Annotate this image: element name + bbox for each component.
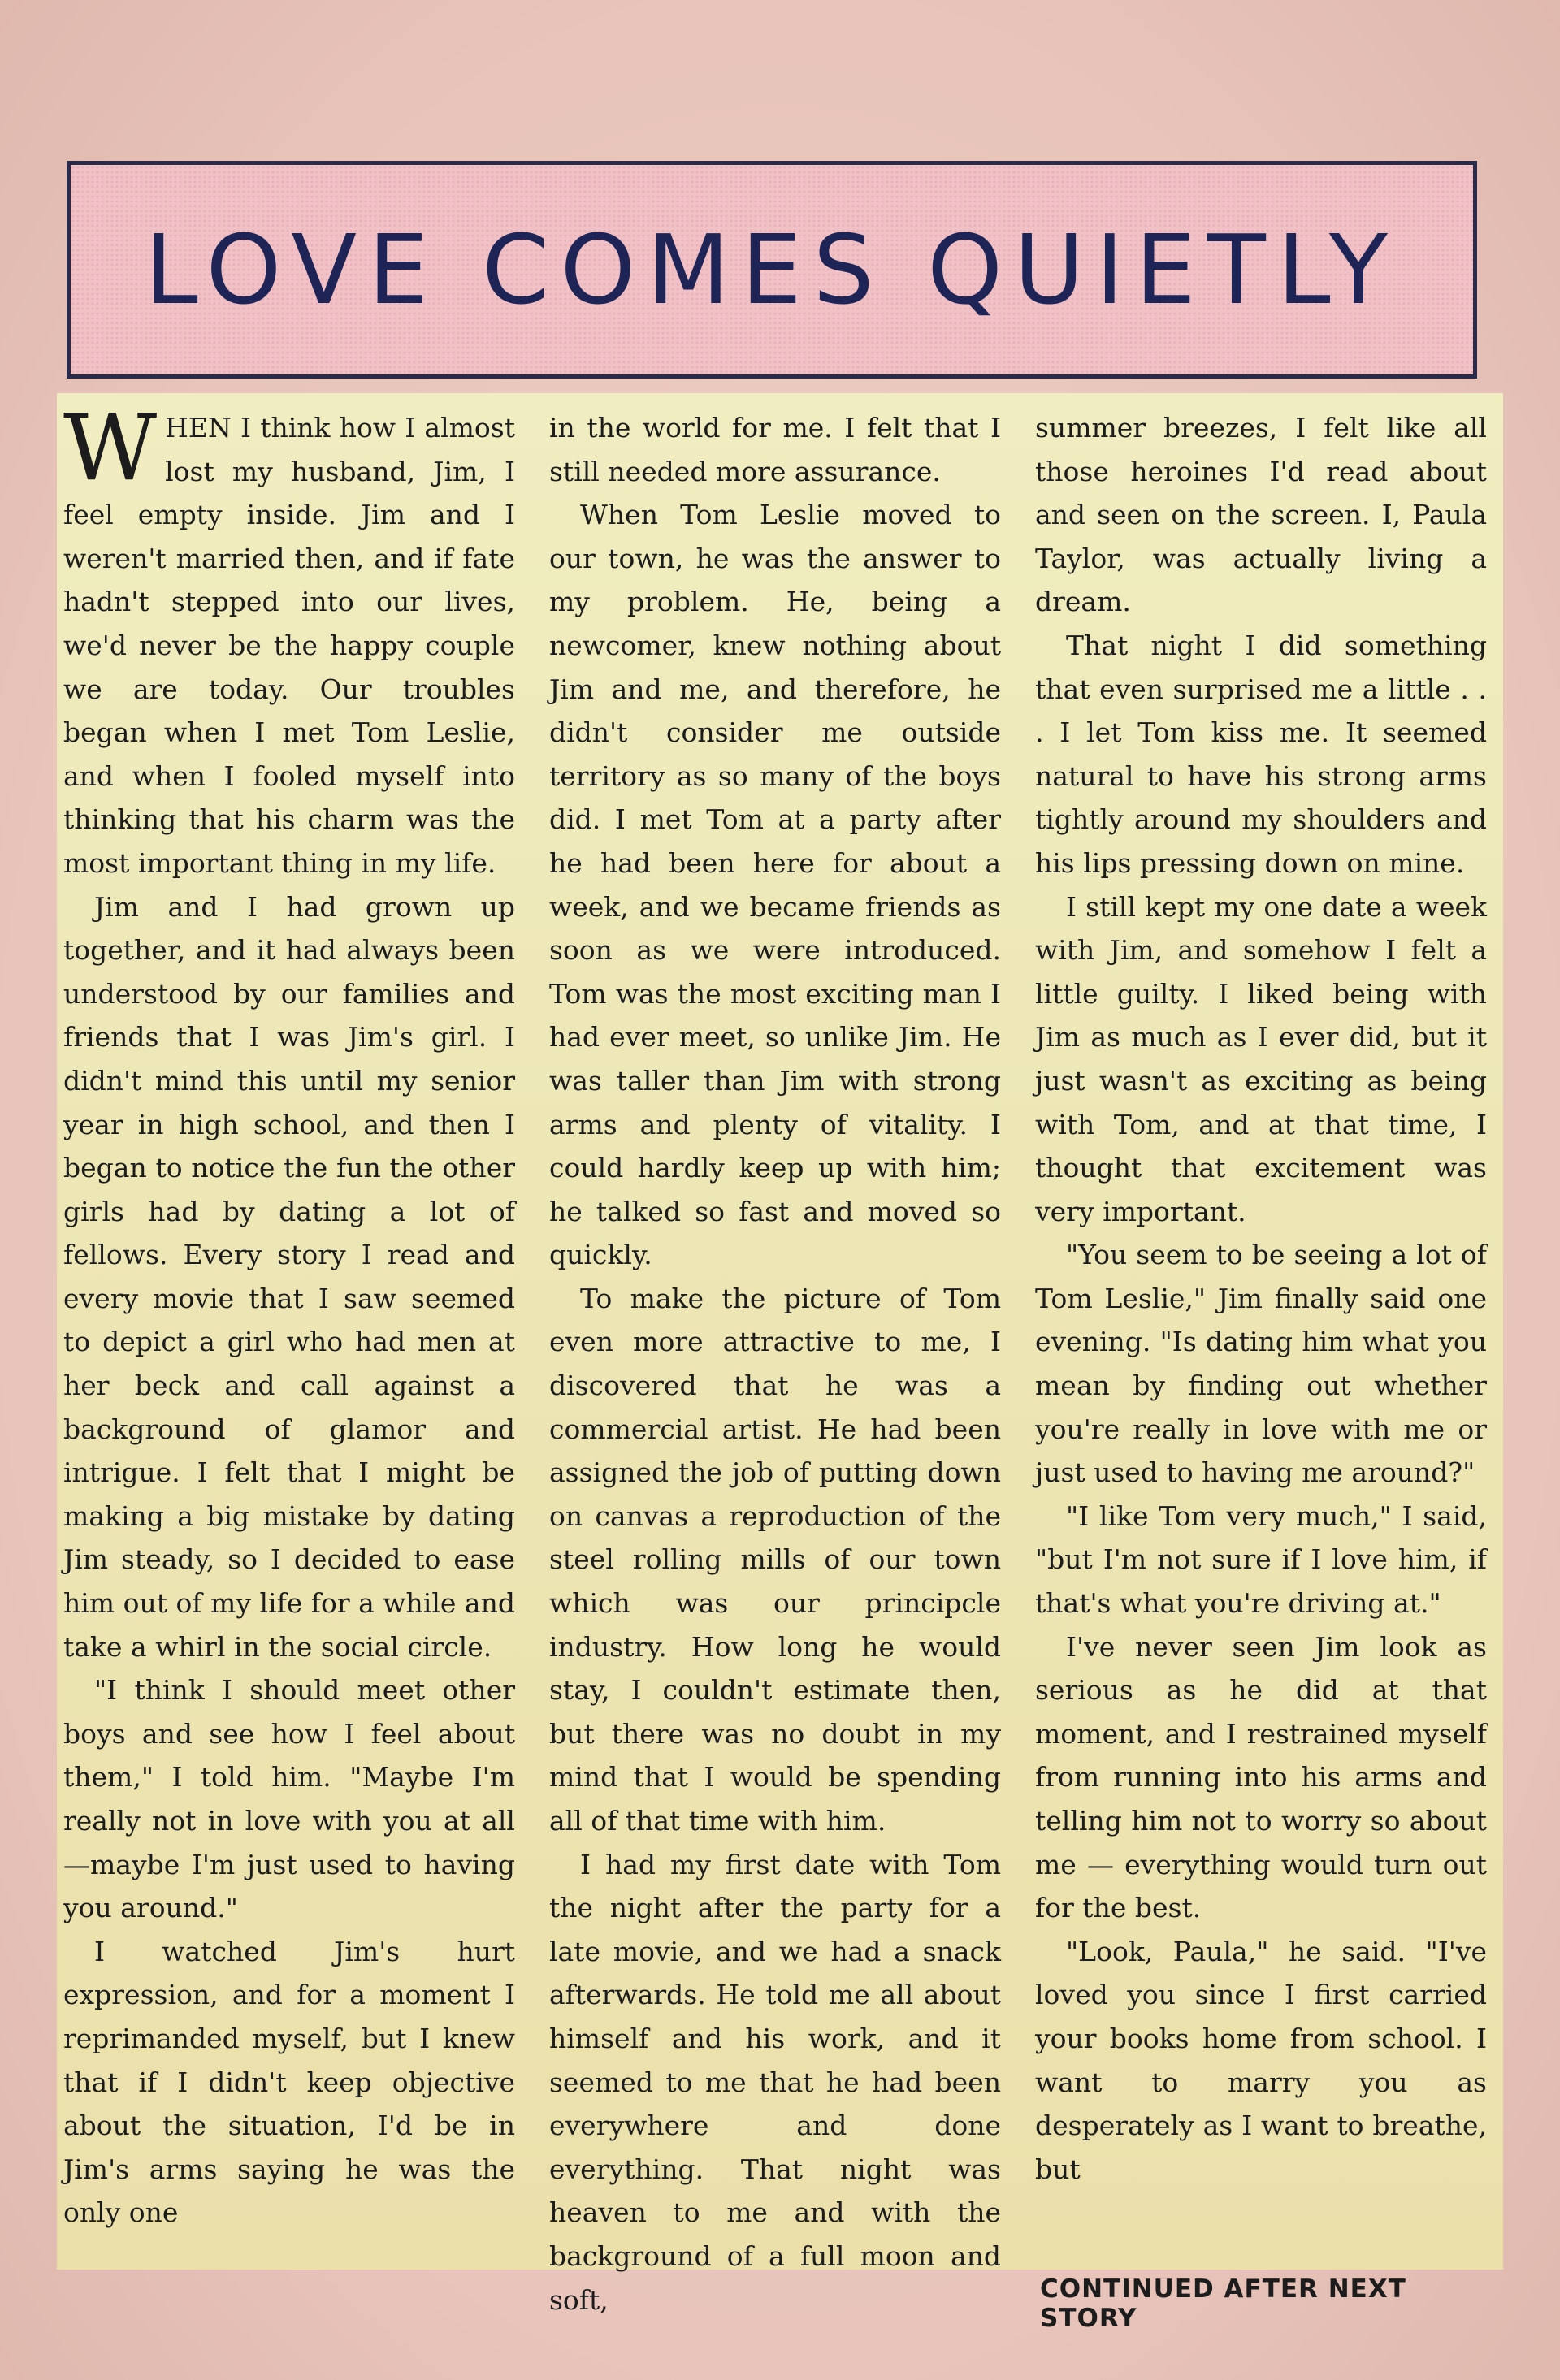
paragraph: I still kept my one date a week with Jim, and somehow I felt a little guilty. I liked being with Jim as much as I ever did, but it just wasn't as exciting as being with Tom, and at that time, I thought that excitement was very important. bbox=[1035, 890, 1487, 1227]
paragraph: summer breezes, I felt like all those heroines I'd read about and seen on the screen. I, Paula Taylor, was actually living a dream. bbox=[1035, 412, 1487, 618]
paragraph: I watched Jim's hurt expression, and for a moment I reprimanded myself, but I knew that if I didn't keep objective about the situation, I'd be in Jim's arms saying he was the only one bbox=[63, 1935, 515, 2229]
paragraph: "I like Tom very much," I said, "but I'm not sure if I love him, if that's what you're driving at." bbox=[1035, 1499, 1487, 1620]
paragraph: Jim and I had grown up together, and it had always been understood by our families and friends that I was Jim's girl. I didn't mind this until my senior year in high school, and then I began to notice the fun the other girls had by dating a lot of fellows. Every story I read and every movie that I saw seemed to depict a girl who had men at her beck and call against a background of glamor and intrigue. I felt that I might be making a big mistake by dating Jim steady, so I decided to ease him out of my life for a while and take a whirl in the social circle. bbox=[63, 890, 515, 1663]
title-banner bbox=[67, 161, 1477, 379]
text-column-3 bbox=[1035, 406, 1487, 2191]
paragraph: To make the picture of Tom even more attractive to me, I discovered that he was a commercial artist. He had been assigned the job of putting down on canvas a reproduction of the steel rolling mills of our town which was our principcle industry. How long he would stay, I couldn't estimate then, but there was no doubt in my mind that I would be spending all of that time with him. bbox=[549, 1282, 1001, 1837]
drop-cap: W bbox=[63, 396, 158, 501]
continued-notice: CONTINUED AFTER NEXT STORY bbox=[1040, 2274, 1406, 2333]
paragraph: "I think I should meet other boys and see how I feel about them," I told him. "Maybe I'm really not in love with you at all—maybe I'm just used to having you around." bbox=[63, 1674, 515, 1924]
text-column-2 bbox=[549, 406, 1001, 2322]
text-column-1 bbox=[63, 396, 515, 2235]
paragraph: "You seem to be seeing a lot of Tom Leslie," Jim finally said one evening. "Is dating him what you mean by finding out whether you're really in love with me or just used to having me around?" bbox=[1035, 1239, 1487, 1489]
paragraph: in the world for me. I felt that I still needed more assurance. bbox=[549, 412, 1001, 487]
paragraph: WHEN I think how I almost lost my husband, Jim, I feel empty inside. Jim and I weren't married then, and if fate hadn't stepped into our lives, we'd never be the happy couple we are today. Our troubles began when I met Tom Leslie, and when I fooled myself into thinking that his charm was the most important thing in my life. bbox=[63, 396, 515, 879]
paragraph: "Look, Paula," he said. "I've loved you since I first carried your books home from school. I want to marry you as desperately as I want to breathe, but bbox=[1035, 1935, 1487, 2185]
paragraph: I've never seen Jim look as serious as he did at that moment, and I restrained myself from running into his arms and telling him not to worry so about me — everything would turn out for the best. bbox=[1035, 1630, 1487, 1924]
paragraph: I had my first date with Tom the night after the party for a late movie, and we had a snack afterwards. He told me all about himself and his work, and it seemed to me that he had been everywhere and done everything. That night was heaven to me and with the background of a full moon and soft, bbox=[549, 1848, 1001, 2316]
paragraph: When Tom Leslie moved to our town, he was the answer to my problem. He, being a newcomer, knew nothing about Jim and me, and therefore, he didn't consider me outside territory as so many of the boys did. I met Tom at a party after he had been here for about a week, and we became friends as soon as we were introduced. Tom was the most exciting man I had ever meet, so unlike Jim. He was taller than Jim with strong arms and plenty of vitality. I could hardly keep up with him; he talked so fast and moved so quickly. bbox=[549, 499, 1001, 1271]
paragraph: That night I did something that even surprised me a little . . . I let Tom kiss me. It seemed natural to have his strong arms tightly around my shoulders and his lips pressing down on mine. bbox=[1035, 629, 1487, 879]
story-title: LOVE COMES QUIETLY bbox=[144, 214, 1399, 326]
